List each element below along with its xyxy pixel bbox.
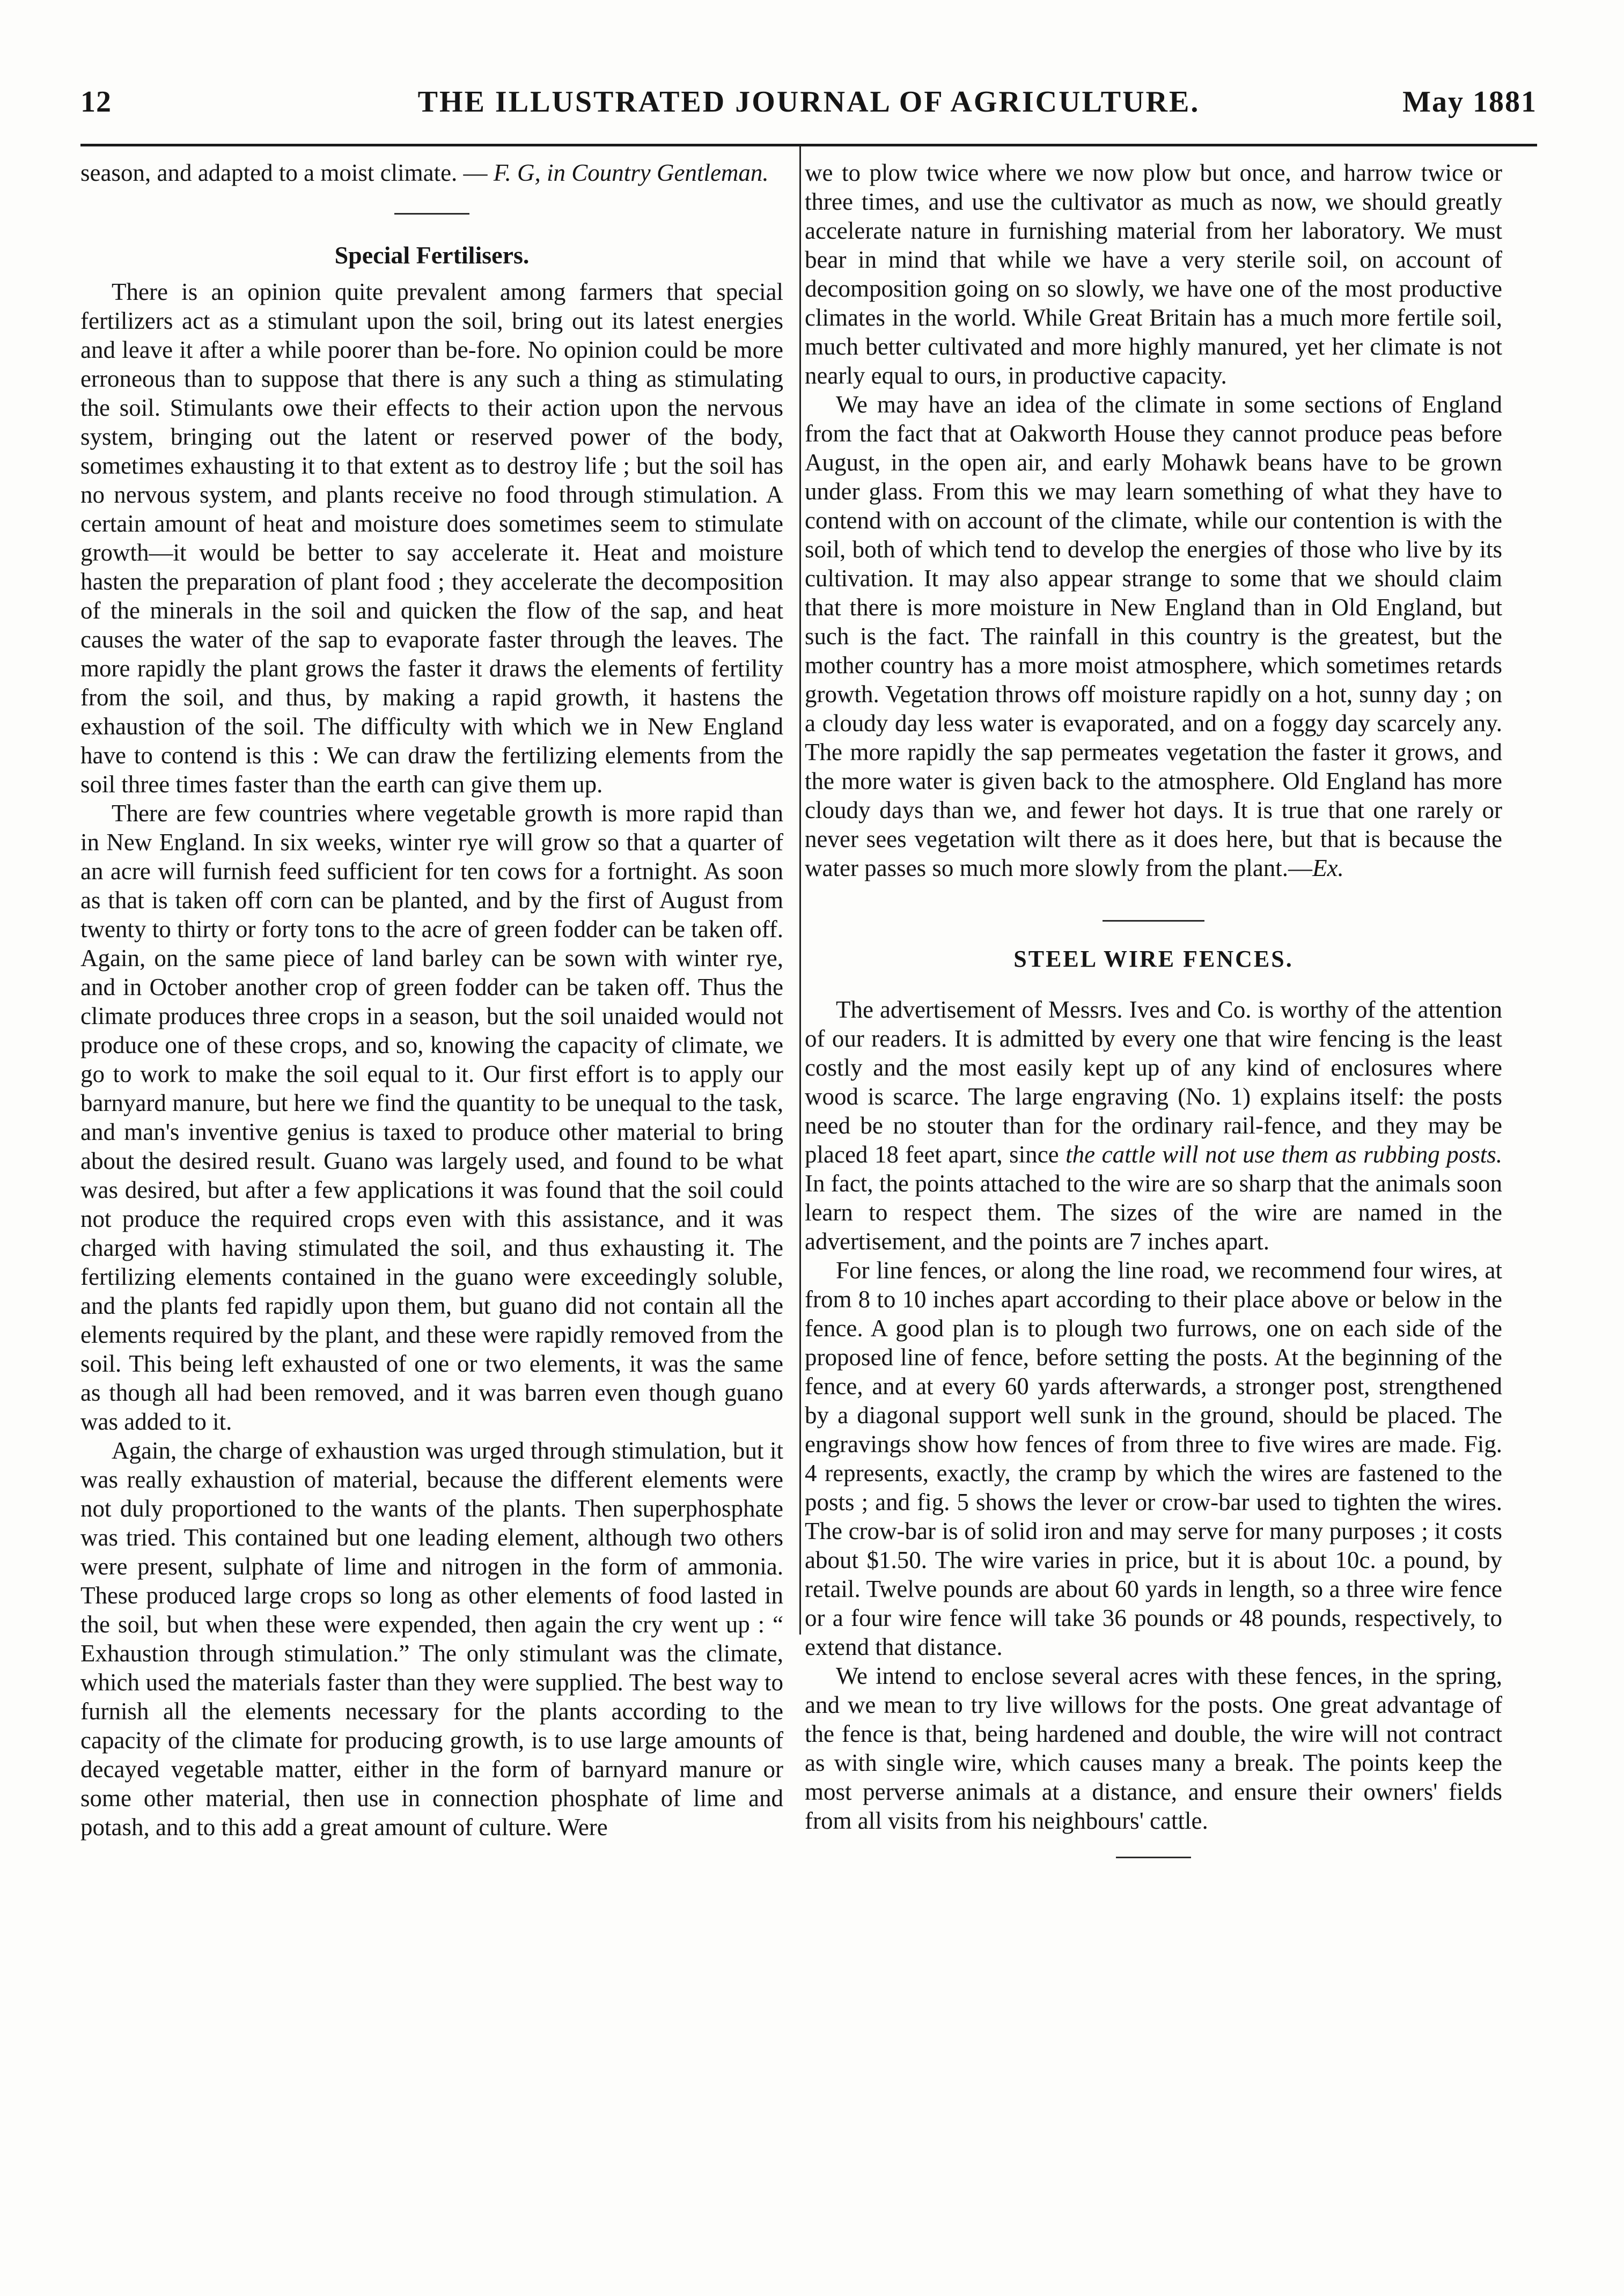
right-column <box>805 158 1502 1884</box>
source-credit: F. G, in Country Gentleman. <box>493 159 769 186</box>
paragraph-text: The advertisement of Messrs. Ives and Co. is worthy of the attention of our readers. It is admitted by every one that wire fencing is the least costly and the most easily kept up of any kind of enclosures where wood is scarce. The large engraving (No. 1) explains itself: the posts need be no stouter than for the ordinary rail-fence, and they may be placed 18 feet apart, since <box>805 996 1502 1168</box>
column-divider <box>799 146 801 1635</box>
section-heading-special-fertilisers: Special Fertilisers. <box>334 241 530 269</box>
header-rule <box>80 144 1537 146</box>
journal-title: THE ILLUSTRATED JOURNAL OF AGRICULTURE. <box>417 85 1200 119</box>
article-paragraph: There is an opinion quite prevalent among farmers that special fertilizers act as a stimulant upon the soil, bring out its latest energies and leave it after a while poorer than be-fore. No opinion could be more erroneous than to suppose that there is any such a thing as stimulating the soil. Stimulants owe their effects to their action upon the nervous system, bringing out the latent or reserved power of the body, sometimes exhausting it to that extent as to destroy life ; but the soil has no nervous system, and plants receive no food through stimulation. A certain amount of heat and moisture does sometimes seem to stimulate growth—it would be better to say accelerate it. Heat and moisture hasten the preparation of plant food ; they accelerate the decomposition of the minerals in the soil and quicken the flow of the sap, and heat causes the water of the sap to evaporate faster through the leaves. The more rapidly the plant grows the faster it draws the elements of fertility from the soil, and thus, by making a rapid growth, it hastens the exhaustion of the soil. The difficulty with which we in New England have to contend is this : We can draw the fertilizing elements from the soil three times faster than the earth can give them up. <box>80 278 783 798</box>
continued-paragraph <box>80 158 783 187</box>
end-rule <box>1116 1857 1191 1858</box>
article-paragraph-text: We may have an idea of the climate in some sections of England from the fact that at Oakworth House they cannot produce peas before August, in the open air, and early Mohawk beans have to be grown under glass. From this we may learn something of what they have to contend with on account of the climate, while our contention is with the soil, both of which tend to develop the energies of those who live by its cultivation. It may also appear strange to some that we should claim that there is more moisture in New England than in Old England, but such is the fact. The rainfall in this country is the greatest, but the mother country has a more moist atmosphere, which sometimes retards growth. Vegetation throws off moisture rapidly on a hot, sunny day ; on a cloudy day less water is evaporated, and on a foggy day scarcely any. The more rapidly the sap permeates vegetation the faster it grows, and the more water is given back to the atmosphere. Old England has more cloudy days than we, and fewer hot days. It is true that one rarely or never sees vegetation wilt there as it does here, but that is because the water passes so much more slowly from the plant.— <box>805 391 1502 881</box>
paragraph-text: In fact, the points attached to the wire are so sharp that the animals soon learn to respect them. The sizes of the wire are named in the advertisement, and the points are 7 inches apart. <box>805 1169 1502 1255</box>
article-paragraph: For line fences, or along the line road, we recommend four wires, at from 8 to 10 inches apart according to their place above or below in the fence. A good plan is to plough two furrows, one on each side of the proposed line of fence, before setting the posts. At the beginning of the fence, and at every 60 yards afterwards, a stronger post, strengthened by a diagonal support well sunk in the ground, should be placed. The engravings show how fences of from three to five wires are made. Fig. 4 represents, exactly, the cramp by which the wires are fastened to the posts ; and fig. 5 shows the lever or crow-bar used to tighten the wires. The crow-bar is of solid iron and may serve for many purposes ; it costs about $1.50. The wire varies in price, but it is about 10c. a pound, by retail. Twelve pounds are about 60 yards in length, so a three wire fence or a four wire fence will take 36 pounds or 48 pounds, respectively, to extend that distance. <box>805 1256 1502 1660</box>
section-heading-steel-wire-fences: STEEL WIRE FENCES. <box>1013 946 1294 972</box>
page-header <box>80 80 1537 123</box>
source-credit: Ex. <box>1312 855 1344 881</box>
issue-date: May 1881 <box>1402 85 1537 119</box>
article-paragraph <box>805 995 1502 1256</box>
article-paragraph: We intend to enclose several acres with these fences, in the spring, and we mean to try live willows for the posts. One great advantage of the fence is that, being hardened and double, the wire will not contract as with single wire, which causes many a break. The points keep the most perverse animals at a distance, and ensure their owners' fields from all visits from his neighbours' cattle. <box>805 1662 1502 1834</box>
emphasis-text: the cattle will not use them as rubbing posts. <box>1065 1140 1502 1168</box>
section-divider <box>1103 920 1204 922</box>
left-column <box>80 158 783 1842</box>
article-paragraph-credited <box>805 390 1502 882</box>
page-number: 12 <box>80 85 112 119</box>
article-paragraph: we to plow twice where we now plow but once, and harrow twice or three times, and use the cultivator as much as now, we should greatly accelerate nature in furnishing material from her laboratory. We must bear in mind that while we have a very sterile soil, on account of decomposition going on so slowly, we have one of the most productive climates in the world. While Great Britain has a much more fertile soil, much better cultivated and more highly manured, yet her climate is not nearly equal to ours, in productive capacity. <box>805 159 1502 389</box>
article-paragraph: There are few countries where vegetable growth is more rapid than in New England. In six weeks, winter rye will grow so that a quarter of an acre will furnish feed sufficient for ten cows for a fortnight. As soon as that is taken off corn can be planted, and by the first of August from twenty to thirty or forty tons to the acre of green fodder can be taken off. Again, on the same piece of land barley can be sown with winter rye, and in October another crop of green fodder can be taken off. Thus the climate produces three crops in a season, but the soil unaided would not produce one of these crops, and so, knowing the capacity of climate, we go to work to make the soil equal to it. Our first effort is to apply our barnyard manure, but here we find the quantity to be unequal to the task, and man's inventive genius is taxed to produce other material to bring about the desired result. Guano was largely used, and found to be what was desired, but after a few applications it was found that the soil could not produce the required crops even with this assistance, and it was charged with having stimulated the soil, and thus exhausting it. The fertilizing elements contained in the guano were exceedingly soluble, and the plants fed rapidly upon them, but guano did not contain all the elements required by the plant, and these were rapidly removed from the soil. This being left exhausted of one or two elements, it was the same as though all had been removed, and it was barren even though guano was added to it. <box>80 800 783 1436</box>
section-divider <box>394 213 469 215</box>
continued-text: season, and adapted to a moist climate. — <box>80 159 494 186</box>
article-paragraph: Again, the charge of exhaustion was urged through stimulation, but it was really exhaustion of material, because the different elements were not duly proportioned to the wants of the plants. Then superphosphate was tried. This contained but one leading element, although two others were present, sulphate of lime and nitrogen in the form of ammonia. These produced large crops so long as other elements of food lasted in the soil, but when these were expended, then again the cry went up : “ Exhaustion through stimulation.” The only stimulant was the climate, which used the materials faster than they were supplied. The best way to furnish all the elements necessary for the plants according to the capacity of the climate for producing growth, is to use large amounts of decayed vegetable matter, either in the form of barnyard manure or some other material, then use in connection phosphate of lime and potash, and to this add a great amount of culture. Were <box>80 1437 783 1841</box>
